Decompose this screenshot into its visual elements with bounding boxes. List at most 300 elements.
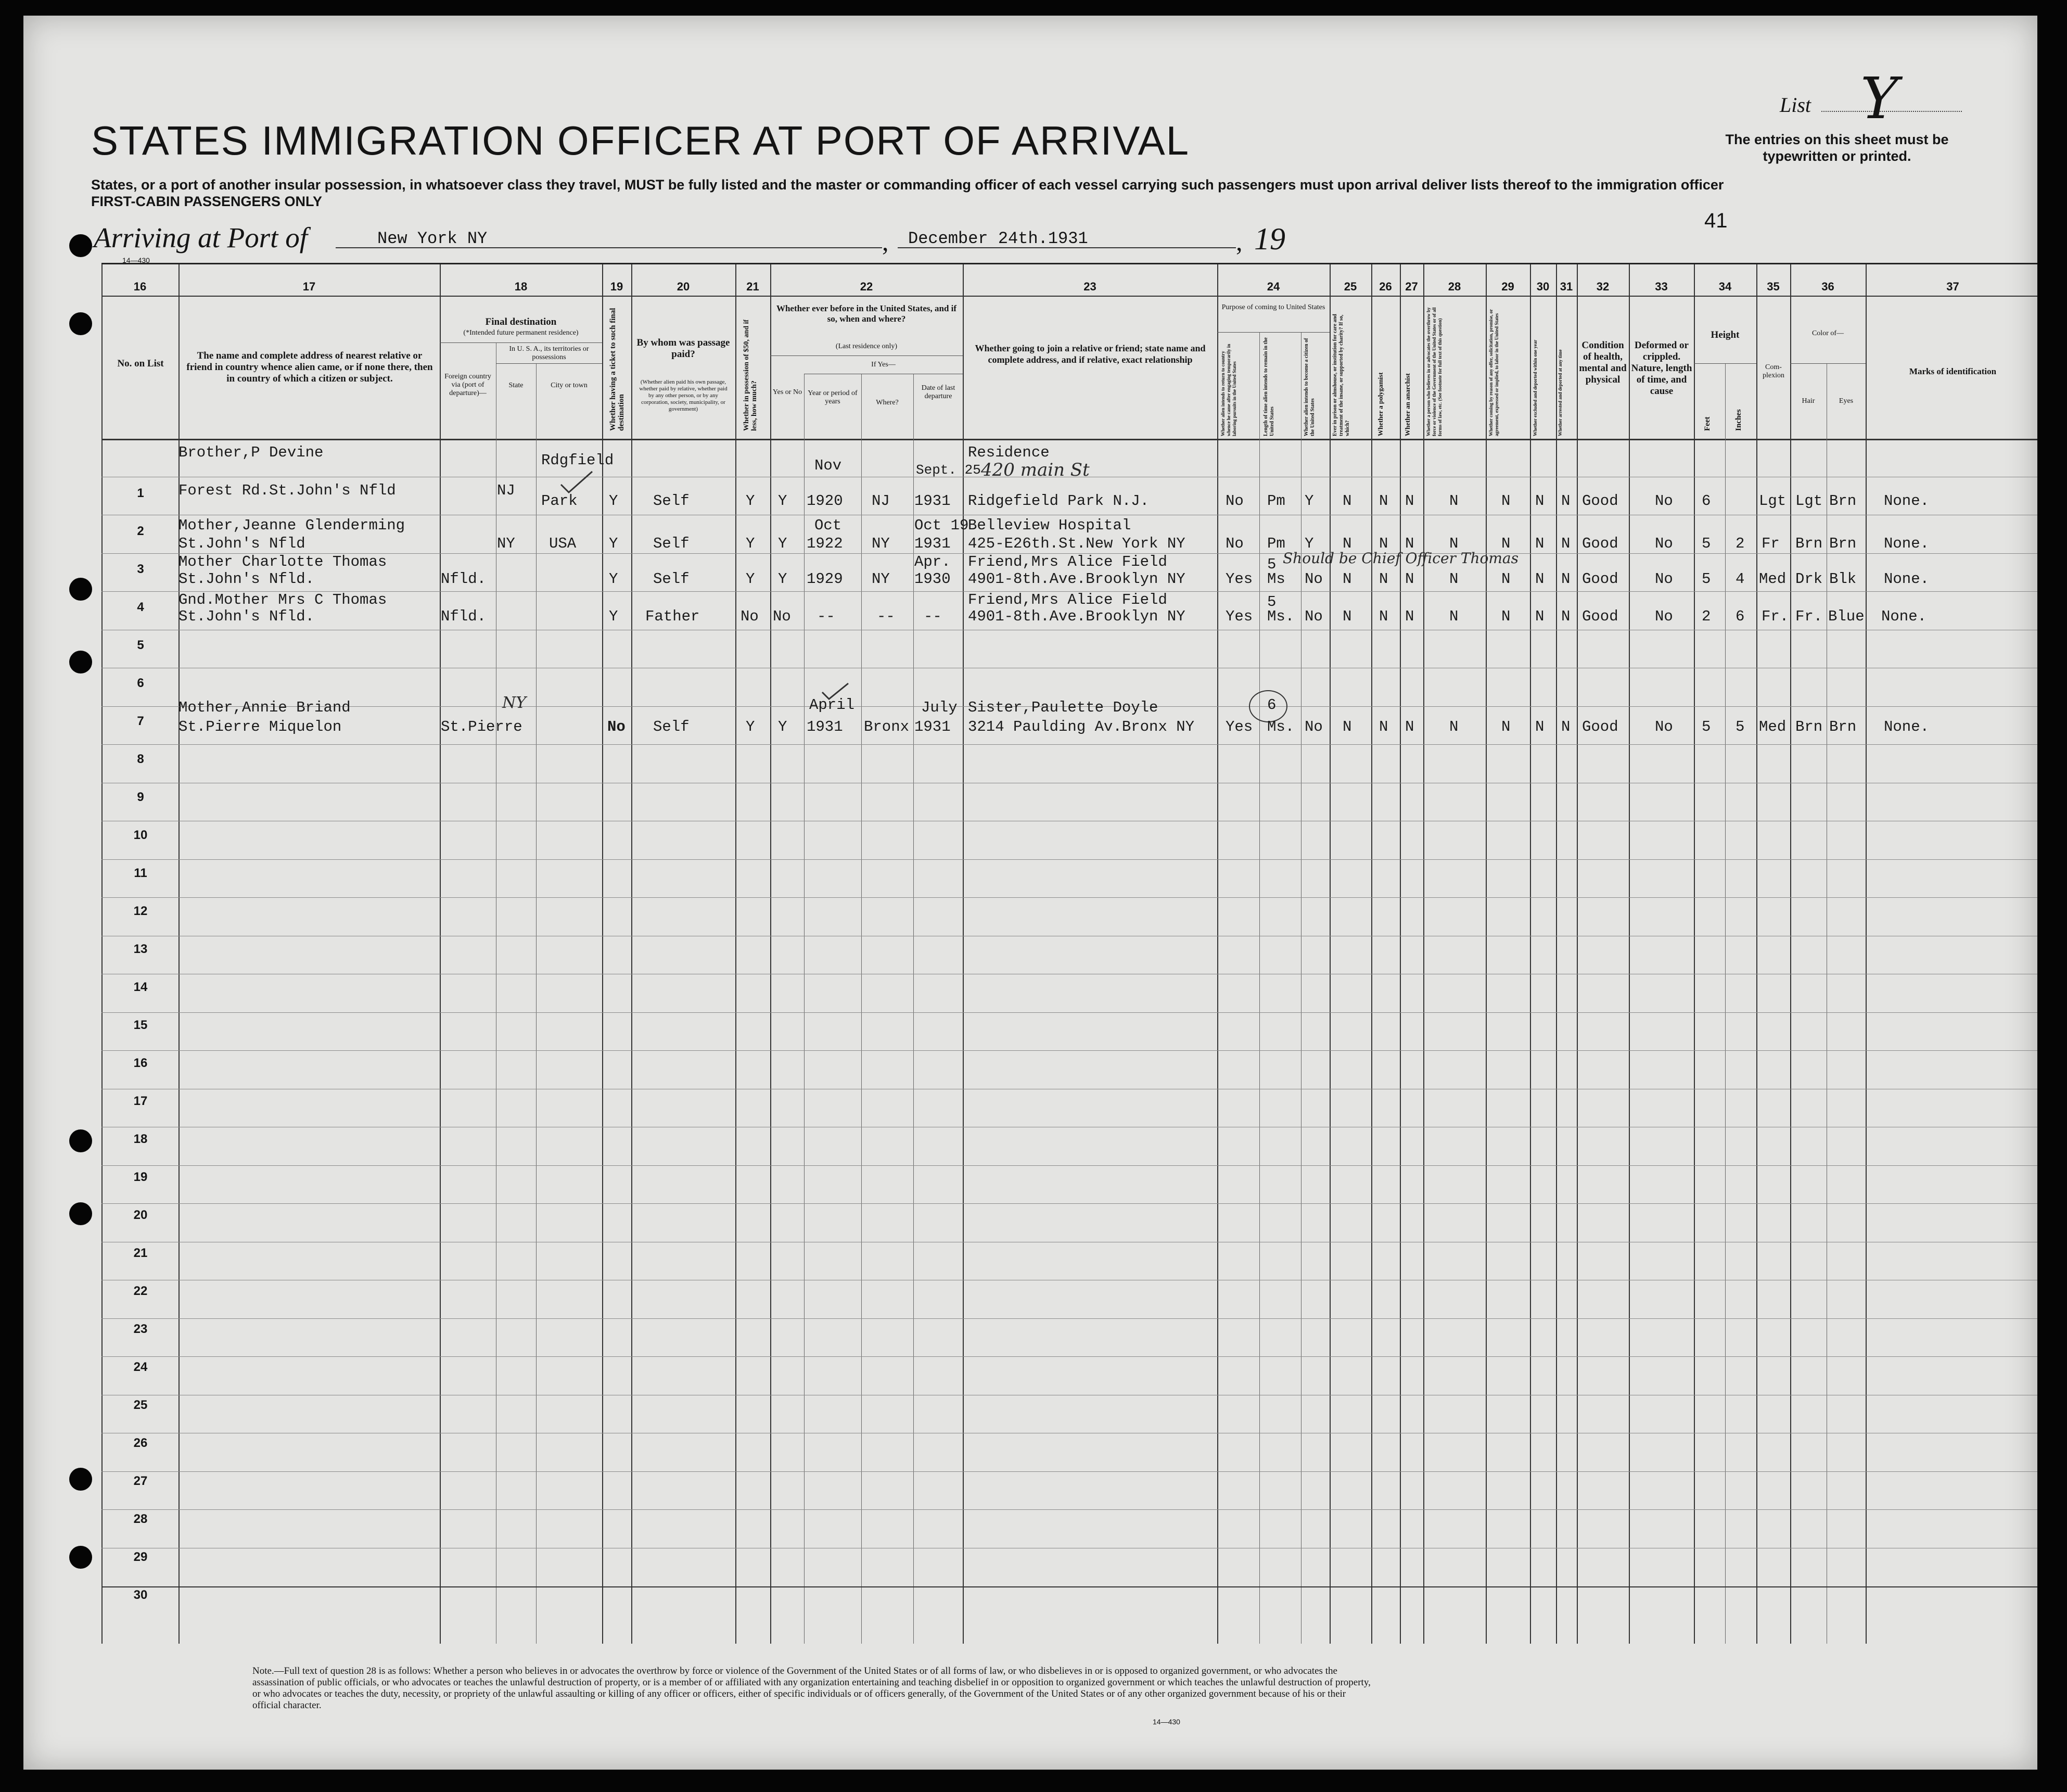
r7-relative-line1: Mother,Annie Briand bbox=[178, 699, 351, 716]
header-col30: Whether excluded and deported within one year bbox=[1533, 339, 1538, 436]
r2-ever-before: Y bbox=[778, 535, 787, 552]
row-number: 15 bbox=[133, 1018, 148, 1032]
row-number: 17 bbox=[133, 1094, 148, 1108]
punch-hole bbox=[69, 1129, 92, 1152]
sub-rule bbox=[1790, 363, 1866, 364]
r7-foreign: St.Pierre bbox=[441, 718, 522, 735]
r7-purpose-a: Yes bbox=[1226, 718, 1253, 735]
header-join-relative: Whether going to join a relative or friend; state name and complete address, and if relative, exact relationship bbox=[975, 343, 1206, 365]
r2-eyes: Brn bbox=[1829, 535, 1857, 552]
r4-c28: N bbox=[1449, 608, 1459, 625]
r3-departure-top: Apr. bbox=[914, 553, 951, 570]
col-number: 31 bbox=[1560, 280, 1573, 293]
row-number: 23 bbox=[133, 1322, 148, 1336]
col-number: 20 bbox=[677, 280, 690, 293]
r2-inches: 2 bbox=[1736, 535, 1745, 552]
r3-complexion: Med bbox=[1759, 570, 1787, 588]
header-if-yes: If Yes— bbox=[871, 361, 896, 368]
page-subtitle: States, or a port of another insular possession, in whatsoever class they travel, MUST be fully listed and the master or commanding officer of each vessel carrying such passengers must upon arrival deliver lists thereof to the immigration officer bbox=[91, 177, 1724, 193]
col-line bbox=[1400, 264, 1401, 1644]
col-line bbox=[1556, 264, 1557, 1644]
col-number: 35 bbox=[1767, 280, 1780, 293]
header-feet: Feet bbox=[1703, 416, 1712, 431]
row-number: 12 bbox=[133, 904, 148, 918]
r2-relative-line2: St.John's Nfld bbox=[178, 535, 305, 552]
r2-c27: N bbox=[1405, 535, 1414, 552]
r7-complexion: Med bbox=[1759, 718, 1787, 735]
r7-feet: 5 bbox=[1702, 718, 1711, 735]
r1-c28: N bbox=[1449, 492, 1459, 510]
r7-c27: N bbox=[1405, 718, 1414, 735]
form-code: 14—430 bbox=[122, 256, 150, 264]
r4-inches: 6 bbox=[1736, 608, 1745, 625]
check-mark-icon bbox=[558, 469, 595, 495]
r7-state-handwritten: NY bbox=[502, 694, 527, 712]
r3-inches: 4 bbox=[1736, 570, 1745, 588]
row-line bbox=[101, 1356, 2037, 1357]
header-complexion: Com-plexion bbox=[1763, 363, 1784, 379]
col-number: 30 bbox=[1536, 280, 1550, 293]
r4-complexion: Fr. bbox=[1762, 608, 1789, 625]
footnote-question-28: Note.—Full text of question 28 is as follows: Whether a person who believes in or advocates the overthrow by force or violence of the Government of the United States or of all forms of law, or who disbelieves in or is opposed to organized government, or who advocates the assassination of public officials, or who advocates or teaches the unlawful destruction of property, or is a member of or affiliated with any organization entertaining and teaching disbelief in or opposition to organized government or which teaches the unlawful destruction of property, or who advocates or teaches the duty, necessity, or propriety of the unlawful assaulting or killing of any officer or officers, either of specific individuals or of officers generally, of the Government of the United States or of any other organized government because of his or their official character. bbox=[252, 1666, 1371, 1711]
row-line bbox=[101, 1471, 2037, 1472]
r2-c31: N bbox=[1561, 535, 1571, 552]
r3-c30: N bbox=[1535, 570, 1545, 588]
r2-relative-line1: Mother,Jeanne Glenderming bbox=[178, 517, 405, 534]
r7-marks: None. bbox=[1884, 718, 1930, 735]
r3-ticket: Y bbox=[609, 570, 618, 588]
r4-ticket: Y bbox=[609, 608, 618, 625]
header-final-destination-note: (*Intended future permanent residence) bbox=[463, 329, 579, 337]
r7-ever-before: Y bbox=[778, 718, 787, 735]
r1-eyes: Brn bbox=[1829, 492, 1857, 510]
r4-purpose-b-top: 5 bbox=[1267, 593, 1277, 611]
r7-period: 1931 bbox=[807, 718, 843, 735]
header-height: Height bbox=[1711, 329, 1740, 340]
r3-possession: Y bbox=[746, 570, 755, 588]
r1-ever-before: Y bbox=[778, 492, 787, 510]
col-line bbox=[1725, 363, 1726, 1644]
r3-ever-before: Y bbox=[778, 570, 787, 588]
header-marks: Marks of identification bbox=[1909, 366, 1997, 376]
r4-departure: -- bbox=[924, 608, 942, 625]
r7-possession: Y bbox=[746, 718, 755, 735]
r7-c25: N bbox=[1343, 718, 1352, 735]
r3-c26: N bbox=[1379, 570, 1388, 588]
r2-complexion: Fr bbox=[1762, 535, 1780, 552]
sheet-number: 41 bbox=[1704, 209, 1728, 232]
col-line bbox=[913, 374, 914, 1644]
header-col31: Whether arrested and deported at any time bbox=[1558, 349, 1563, 436]
header-color-of: Color of— bbox=[1811, 329, 1844, 337]
r7-departure: 1931 bbox=[914, 718, 951, 735]
row-line bbox=[101, 1509, 2037, 1510]
r2-c28: N bbox=[1449, 535, 1459, 552]
r3-c25: N bbox=[1343, 570, 1352, 588]
col-number: 16 bbox=[133, 280, 147, 293]
r3-condition: Good bbox=[1582, 570, 1618, 588]
header-date-last-departure: Date of last departure bbox=[921, 384, 955, 400]
header-year-period: Year or period of years bbox=[808, 389, 858, 405]
row-number: 19 bbox=[133, 1170, 148, 1184]
punch-hole bbox=[69, 312, 92, 335]
r2-c26: N bbox=[1379, 535, 1388, 552]
r7-join-line2: 3214 Paulding Av.Bronx NY bbox=[968, 718, 1195, 735]
col-line bbox=[1866, 264, 1867, 1644]
row-number: 18 bbox=[133, 1132, 148, 1146]
comma: , bbox=[1236, 227, 1243, 256]
row-number: 14 bbox=[133, 980, 148, 994]
r3-paid-by: Self bbox=[653, 570, 690, 588]
col-line bbox=[1423, 264, 1424, 1644]
sub-rule bbox=[496, 363, 602, 364]
col-line bbox=[440, 264, 441, 1644]
r3-relative-line2: St.John's Nfld. bbox=[178, 570, 315, 588]
r1-c30: N bbox=[1535, 492, 1545, 510]
r2-where: NY bbox=[872, 535, 890, 552]
col-number: 25 bbox=[1344, 280, 1357, 293]
r2-purpose-c: Y bbox=[1305, 535, 1314, 552]
punch-hole bbox=[69, 234, 92, 257]
sub-rule bbox=[770, 355, 963, 356]
col-number: 32 bbox=[1596, 280, 1610, 293]
r4-marks: None. bbox=[1881, 608, 1927, 625]
header-where: Where? bbox=[876, 399, 899, 406]
r2-possession: Y bbox=[746, 535, 755, 552]
r2-join-line2: 425-E26th.St.New York NY bbox=[968, 535, 1185, 552]
header-eyes: Eyes bbox=[1839, 397, 1854, 405]
year-prefix: 19 bbox=[1254, 222, 1285, 256]
r1-period-top: Nov bbox=[814, 457, 842, 474]
col-number: 37 bbox=[1946, 280, 1959, 293]
r1-departure-top: Sept. 25 bbox=[916, 462, 981, 478]
r1-hair: Lgt bbox=[1795, 492, 1823, 510]
row-number: 3 bbox=[137, 562, 144, 576]
r7-hair: Brn bbox=[1795, 718, 1823, 735]
r3-period: 1929 bbox=[807, 570, 843, 588]
header-state: State bbox=[508, 382, 524, 389]
r4-deformed: No bbox=[1655, 608, 1673, 625]
col-number: 33 bbox=[1655, 280, 1668, 293]
r1-relative-line2: Forest Rd.St.John's Nfld bbox=[178, 482, 396, 499]
r1-departure: 1931 bbox=[914, 492, 951, 510]
col-line bbox=[1259, 332, 1260, 1644]
r1-feet: 6 bbox=[1702, 492, 1711, 510]
col-line bbox=[1530, 264, 1531, 1644]
r4-period: -- bbox=[817, 608, 835, 625]
r2-period-top: Oct bbox=[814, 517, 842, 534]
header-no-on-list: No. on List bbox=[117, 358, 164, 369]
check-mark-icon bbox=[820, 681, 851, 702]
col-line bbox=[536, 363, 537, 1644]
r7-condition: Good bbox=[1582, 718, 1618, 735]
manifest-sheet bbox=[23, 16, 2037, 1770]
manifest-table bbox=[101, 263, 2037, 1644]
header-purpose-b: Length of time alien intends to remain in the United States bbox=[1263, 337, 1275, 436]
arrival-date: December 24th.1931 bbox=[908, 229, 1088, 248]
r3-eyes: Blk bbox=[1829, 570, 1857, 588]
r1-state: NJ bbox=[497, 482, 515, 499]
r4-purpose-a: Yes bbox=[1226, 608, 1253, 625]
r3-purpose-b-top: 5 bbox=[1267, 556, 1277, 573]
row-number: 22 bbox=[133, 1284, 148, 1298]
r1-c25: N bbox=[1343, 492, 1352, 510]
r4-feet: 2 bbox=[1702, 608, 1711, 625]
r7-eyes: Brn bbox=[1829, 718, 1857, 735]
header-final-destination: Final destination bbox=[485, 316, 557, 327]
row-number: 9 bbox=[137, 790, 144, 804]
r1-marks: None. bbox=[1884, 492, 1930, 510]
r7-relative-line2: St.Pierre Miquelon bbox=[178, 718, 342, 735]
r3-relative-line1: Mother Charlotte Thomas bbox=[178, 553, 387, 570]
r2-hair: Brn bbox=[1795, 535, 1823, 552]
r4-c31: N bbox=[1561, 608, 1571, 625]
header-inches: Inches bbox=[1734, 409, 1743, 431]
r1-purpose-a: No bbox=[1226, 492, 1244, 510]
col-line bbox=[770, 264, 771, 1644]
col-line bbox=[1371, 264, 1372, 1644]
col-line bbox=[178, 264, 180, 1644]
r3-purpose-a: Yes bbox=[1226, 570, 1253, 588]
header-yes-or-no: Yes or No bbox=[772, 388, 802, 396]
header-in-usa: In U. S. A., its territories or possessions bbox=[509, 345, 589, 361]
header-condition: Condition of health, mental and physical bbox=[1579, 340, 1627, 385]
r3-handwritten-note: Should be Chief Officer Thomas bbox=[1283, 550, 1519, 567]
r1-period: 1920 bbox=[807, 492, 843, 510]
row-number: 8 bbox=[137, 752, 144, 766]
header-city: City or town bbox=[551, 382, 588, 389]
col-line bbox=[101, 264, 103, 1644]
row-line bbox=[101, 1318, 2037, 1319]
row-number: 4 bbox=[137, 600, 144, 614]
col-line bbox=[1629, 264, 1630, 1644]
r2-state: NY bbox=[497, 535, 515, 552]
r2-departure-top: Oct 19 bbox=[914, 517, 969, 534]
r2-feet: 5 bbox=[1702, 535, 1711, 552]
row-number: 30 bbox=[133, 1588, 148, 1602]
col-line bbox=[804, 374, 805, 1644]
r2-paid-by: Self bbox=[653, 535, 690, 552]
col-line bbox=[1756, 264, 1757, 1644]
r7-c28: N bbox=[1449, 718, 1459, 735]
r7-c29: N bbox=[1501, 718, 1511, 735]
r7-period-top: April bbox=[809, 696, 855, 714]
list-label: List bbox=[1780, 93, 1811, 117]
r2-marks: None. bbox=[1884, 535, 1930, 552]
r4-relative-line2: St.John's Nfld. bbox=[178, 608, 315, 625]
r7-ticket: No bbox=[607, 718, 626, 735]
header-col25: Ever in prison or almshouse, or institution for care and treatment of the insane, or supported by charity? If so, which? bbox=[1332, 314, 1350, 436]
col-line bbox=[1577, 264, 1578, 1644]
r7-purpose-c: No bbox=[1305, 718, 1323, 735]
r2-departure: 1931 bbox=[914, 535, 951, 552]
col-number: 18 bbox=[514, 280, 528, 293]
r7-paid-by: Self bbox=[653, 718, 690, 735]
r1-c27: N bbox=[1405, 492, 1414, 510]
col-line bbox=[631, 264, 632, 1644]
col-number: 22 bbox=[860, 280, 873, 293]
row-number: 2 bbox=[137, 524, 144, 538]
header-passage-paid: By whom was passage paid? bbox=[636, 337, 730, 360]
row-number: 16 bbox=[133, 1056, 148, 1070]
row-number: 5 bbox=[137, 638, 144, 652]
row-line bbox=[101, 1050, 2037, 1051]
r1-where: NJ bbox=[872, 492, 890, 510]
col-number: 27 bbox=[1405, 280, 1418, 293]
r1-paid-by: Self bbox=[653, 492, 690, 510]
r1-ticket: Y bbox=[609, 492, 618, 510]
port-value: New York NY bbox=[377, 229, 488, 248]
row-number: 27 bbox=[133, 1474, 148, 1488]
col-line bbox=[1330, 264, 1331, 1644]
r3-feet: 5 bbox=[1702, 570, 1711, 588]
col-number: 21 bbox=[746, 280, 759, 293]
r4-purpose-c: No bbox=[1305, 608, 1323, 625]
list-value: Y bbox=[1860, 65, 1898, 132]
r1-c29: N bbox=[1501, 492, 1511, 510]
r4-ever-before: No bbox=[773, 608, 791, 625]
punch-hole bbox=[69, 1202, 92, 1225]
r2-deformed: No bbox=[1655, 535, 1673, 552]
r4-c26: N bbox=[1379, 608, 1388, 625]
col-number: 19 bbox=[610, 280, 623, 293]
header-possession-50: Whether in possession of $50, and if less, how much? bbox=[743, 319, 758, 431]
r1-join-handwritten: 420 main St bbox=[981, 460, 1090, 480]
row-number: 29 bbox=[133, 1550, 148, 1564]
header-col29: Whether coming by reason of any offer, solicitation, promise, or agreement, expressed or implied, to labor in the United States bbox=[1488, 309, 1499, 436]
header-bottom-rule bbox=[101, 439, 2037, 440]
row-line bbox=[101, 1165, 2037, 1166]
r4-possession: No bbox=[741, 608, 759, 625]
row-number: 20 bbox=[133, 1208, 148, 1222]
row-line bbox=[101, 744, 2037, 745]
r4-join-line1: Friend,Mrs Alice Field bbox=[968, 591, 1167, 608]
r1-deformed: No bbox=[1655, 492, 1673, 510]
col-line bbox=[1217, 264, 1218, 1644]
r7-purpose-b-top: 6 bbox=[1267, 696, 1277, 714]
col-line bbox=[1790, 264, 1791, 1644]
row-line bbox=[101, 1203, 2037, 1204]
header-rule bbox=[101, 296, 2037, 297]
r4-c29: N bbox=[1501, 608, 1511, 625]
entries-note: The entries on this sheet must be typewritten or printed. bbox=[1725, 132, 1949, 164]
row-number: 1 bbox=[137, 486, 144, 500]
header-nearest-relative: The name and complete address of nearest relative or friend in country whence alien came, or if none there, then in country of which a citizen or subject. bbox=[186, 350, 433, 384]
r1-c31: N bbox=[1561, 492, 1571, 510]
comma: , bbox=[882, 227, 889, 256]
r3-hair: Drk bbox=[1795, 570, 1823, 588]
col-line bbox=[602, 264, 603, 1644]
sub-rule bbox=[1694, 363, 1756, 364]
r4-where: -- bbox=[877, 608, 895, 625]
footer-form-code: 14—430 bbox=[1153, 1718, 1180, 1726]
row-number: 11 bbox=[134, 866, 147, 880]
col-number: 29 bbox=[1501, 280, 1514, 293]
col-number: 36 bbox=[1821, 280, 1834, 293]
row-number: 13 bbox=[133, 942, 148, 956]
r3-foreign: Nfld. bbox=[441, 570, 487, 588]
row-number: 6 bbox=[137, 676, 144, 690]
col-number: 28 bbox=[1448, 280, 1461, 293]
col-number: 23 bbox=[1083, 280, 1096, 293]
row-number: 24 bbox=[133, 1360, 148, 1374]
col-number: 34 bbox=[1718, 280, 1732, 293]
r7-where: Bronx bbox=[864, 718, 910, 735]
col-line bbox=[861, 374, 862, 1644]
row-line bbox=[101, 1012, 2037, 1013]
header-ever-before: Whether ever before in the United States, and if so, when and where? bbox=[776, 303, 957, 324]
r2-c25: N bbox=[1343, 535, 1352, 552]
sub-rule bbox=[440, 342, 602, 343]
header-deformed: Deformed or crippled. Nature, length of time, and cause bbox=[1631, 340, 1692, 397]
punch-hole bbox=[69, 578, 92, 601]
r2-period: 1922 bbox=[807, 535, 843, 552]
row-line bbox=[101, 1586, 2037, 1587]
r1-city-line1: Rdgfield bbox=[541, 452, 614, 469]
r4-relative-line1: Gnd.Mother Mrs C Thomas bbox=[178, 591, 387, 608]
header-purpose: Purpose of coming to United States bbox=[1221, 303, 1325, 311]
header-purpose-a: Whether alien intends to return to country whence he came after engaging temporarily in laboring pursuits in the United States bbox=[1220, 344, 1237, 436]
header-purpose-c: Whether alien intends to become a citizen of the United States bbox=[1304, 338, 1316, 436]
r7-c31: N bbox=[1561, 718, 1571, 735]
row-number: 26 bbox=[133, 1436, 148, 1450]
r3-marks: None. bbox=[1884, 570, 1930, 588]
r3-purpose-b: Ms bbox=[1267, 570, 1285, 588]
r1-purpose-c: Y bbox=[1305, 492, 1314, 510]
r3-deformed: No bbox=[1655, 570, 1673, 588]
r3-c28: N bbox=[1449, 570, 1459, 588]
header-ticket: Whether having a ticket to such final destination bbox=[609, 308, 626, 431]
punch-hole bbox=[69, 1468, 92, 1491]
r2-c30: N bbox=[1535, 535, 1545, 552]
r7-purpose-b: Ms. bbox=[1267, 718, 1295, 735]
r1-condition: Good bbox=[1582, 492, 1618, 510]
header-col27: Whether an anarchist bbox=[1403, 373, 1411, 436]
r1-join-line2: Ridgefield Park N.J. bbox=[968, 492, 1150, 510]
r2-purpose-a: No bbox=[1226, 535, 1244, 552]
col-line bbox=[1694, 264, 1695, 1644]
header-hair: Hair bbox=[1802, 397, 1815, 405]
r4-purpose-b: Ms. bbox=[1267, 608, 1295, 625]
row-number: 21 bbox=[133, 1246, 148, 1260]
r1-complexion: Lgt bbox=[1759, 492, 1787, 510]
col-number: 17 bbox=[302, 280, 316, 293]
row-line bbox=[101, 859, 2037, 860]
col-number: 26 bbox=[1379, 280, 1392, 293]
punch-hole bbox=[69, 651, 92, 673]
row-line bbox=[101, 897, 2037, 898]
sub-rule bbox=[1217, 332, 1330, 333]
row-number: 10 bbox=[133, 828, 148, 842]
r4-c30: N bbox=[1535, 608, 1545, 625]
r4-join-line2: 4901-8th.Ave.Brooklyn NY bbox=[968, 608, 1185, 625]
r1-join-line1: Residence bbox=[968, 444, 1050, 461]
header-passage-paid-note: (Whether alien paid his own passage, whether paid by relative, whether paid by any other person, or by any corporation, society, municipality, or government) bbox=[639, 379, 728, 412]
col-number: 24 bbox=[1267, 280, 1280, 293]
r2-ticket: Y bbox=[609, 535, 618, 552]
r3-join-line1: Friend,Mrs Alice Field bbox=[968, 553, 1167, 570]
r7-c26: N bbox=[1379, 718, 1388, 735]
r3-departure: 1930 bbox=[914, 570, 951, 588]
header-col26: Whether a polygamist bbox=[1376, 372, 1384, 436]
col-line bbox=[735, 264, 736, 1644]
row-number: 25 bbox=[133, 1398, 148, 1412]
r1-relative-line1: Brother,P Devine bbox=[178, 444, 324, 461]
r4-hair: Fr. bbox=[1795, 608, 1823, 625]
r1-possession: Y bbox=[746, 492, 755, 510]
r3-c31: N bbox=[1561, 570, 1571, 588]
cabin-class: FIRST-CABIN PASSENGERS ONLY bbox=[91, 194, 323, 209]
